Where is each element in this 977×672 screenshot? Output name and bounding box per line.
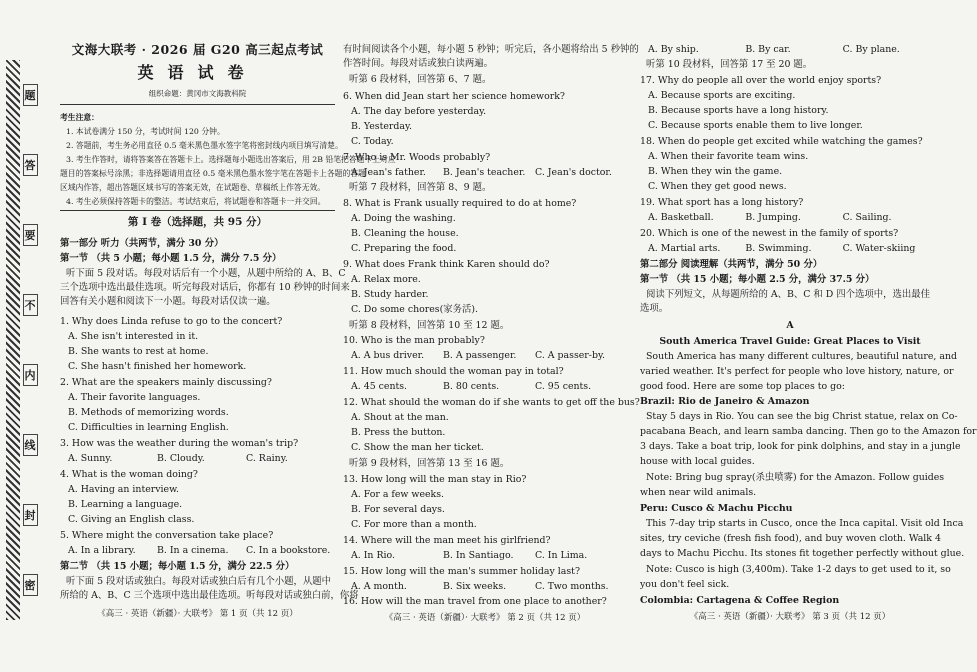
- binding-char: 密: [23, 574, 38, 596]
- page-2: [343, 0, 640, 672]
- passage-line: This 7-day trip starts in Cusco, once the Inca capital. Visit old Inca: [646, 518, 964, 529]
- option: A. Jean's father.: [351, 167, 426, 178]
- option: A. The day before yesterday.: [351, 106, 487, 117]
- passage-line: Note: Cusco is high (3,400m). Take 1-2 days to get used to it, so: [646, 564, 951, 575]
- option: A. When their favorite team wins.: [648, 151, 809, 162]
- directions-line: 所给的 A、B、C 三个选项中选出最佳选项。听每段对话或独白前，你将: [60, 590, 359, 601]
- passage-line: Note: Bring bug spray(杀虫喷雾) for the Amazon. Follow guides: [646, 472, 945, 483]
- segment-direction: 听第 7 段材料，回答第 8、9 题。: [349, 182, 492, 193]
- question-6: 6. When did Jean start her science homework?: [343, 91, 565, 102]
- binding-text: [22, 60, 38, 620]
- option: C. By plane.: [842, 44, 900, 55]
- question-1: 1. Why does Linda refuse to go to the concert?: [60, 316, 283, 327]
- note-line: 题目的答案标号涂黑；非选择题请用直径 0.5 毫米黑色墨水签字笔在答题卡上各题的答题: [60, 169, 366, 178]
- question-12: 12. What should the woman do if she wants to get off the bus?: [343, 397, 640, 408]
- option: B. Because sports have a long history.: [648, 105, 829, 116]
- note-line: 1. 本试卷满分 150 分，考试时间 120 分钟。: [66, 127, 225, 136]
- question-16: 16. How will the man travel from one place to another?: [343, 596, 607, 607]
- option: B. She wants to rest at home.: [68, 346, 209, 357]
- option: A. For a few weeks.: [351, 489, 445, 500]
- directions-line: 阅读下列短文，从每题所给的 A、B、C 和 D 四个选项中，选出最佳: [646, 289, 931, 300]
- binding-char: 答: [23, 154, 38, 176]
- option: A. Because sports are exciting.: [648, 90, 796, 101]
- note-line: 3. 考生作答时，请将答案答在答题卡上。选择题每小题选出答案后，用 2B 铅笔把答题卡上对应: [66, 155, 396, 164]
- option: A. In Rio.: [351, 550, 395, 561]
- question-18: 18. When do people get excited while watching the games?: [640, 136, 923, 147]
- binding-char: 线: [23, 434, 38, 456]
- option: C. Giving an English class.: [68, 514, 195, 525]
- section-heading: 第一部分 听力（共两节，满分 30 分）: [60, 238, 224, 249]
- option-row: [343, 167, 627, 179]
- option: C. For more than a month.: [351, 519, 477, 530]
- directions-line: 听下面 5 段对话或独白。每段对话或独白后有几个小题，从题中: [66, 576, 332, 587]
- binding-char: 内: [23, 364, 38, 386]
- page-3: [640, 0, 977, 672]
- question-15: 15. How long will the man's summer holiday last?: [343, 566, 580, 577]
- option: C. Difficulties in learning English.: [68, 422, 229, 433]
- segment-direction: 听第 9 段材料，回答第 13 至 16 题。: [349, 458, 510, 469]
- option: C. In a bookstore.: [246, 545, 331, 556]
- note-line: 2. 答题前，考生务必用直径 0.5 毫米黑色墨水签字笔将密封线内项目填写清楚。: [66, 141, 343, 150]
- option: B. Methods of memorizing words.: [68, 407, 229, 418]
- note-line: 区域内作答，超出答题区域书写的答案无效，在试题卷、草稿纸上作答无效。: [60, 183, 326, 192]
- option: C. A passer-by.: [535, 350, 605, 361]
- option: A. A bus driver.: [351, 350, 425, 361]
- passage-line: varied weather. It's perfect for people who love history, nature, or: [640, 366, 954, 377]
- question-20: 20. Which is one of the newest in the family of sports?: [640, 228, 899, 239]
- organizer: 组织命题：黄冈市文海教科院: [148, 89, 247, 98]
- passage-subheading: Brazil: Rio de Janeiro & Amazon: [640, 396, 810, 407]
- question-8: 8. What is Frank usually required to do at home?: [343, 198, 577, 209]
- binding-char: 题: [23, 84, 38, 106]
- question-19: 19. What sport has a long history?: [640, 197, 804, 208]
- question-11: 11. How much should the woman pay in total?: [343, 366, 564, 377]
- section-heading: 第二部分 阅读理解（共两节，满分 50 分）: [640, 259, 823, 270]
- option: C. Sailing.: [842, 212, 892, 223]
- option: B. Cloudy.: [157, 453, 205, 464]
- option: A. She isn't interested in it.: [68, 331, 199, 342]
- binding-char: 封: [23, 504, 38, 526]
- option: B. For several days.: [351, 504, 445, 515]
- segment-direction: 听第 8 段材料，回答第 10 至 12 题。: [349, 320, 510, 331]
- passage-line: house with local guides.: [640, 456, 755, 467]
- option: A. By ship.: [648, 44, 699, 55]
- passage-subheading: Peru: Cusco & Machu Picchu: [640, 503, 793, 514]
- option: A. Shout at the man.: [351, 412, 449, 423]
- passage-subheading: Colombia: Cartagena & Coffee Region: [640, 595, 840, 606]
- option: B. A passenger.: [443, 350, 517, 361]
- divider: [60, 210, 335, 211]
- passage-line: Stay 5 days in Rio. You can see the big Christ statue, relax on Co-: [646, 411, 958, 422]
- question-13: 13. How long will the man stay in Rio?: [343, 474, 527, 485]
- question-17: 17. Why do people all over the world enjoy sports?: [640, 75, 882, 86]
- option: C. When they get good news.: [648, 181, 787, 192]
- question-3: 3. How was the weather during the woman's trip?: [60, 438, 299, 449]
- option: B. Six weeks.: [443, 581, 507, 592]
- option-row: [60, 453, 335, 465]
- option: A. A month.: [351, 581, 407, 592]
- passage-line: you don't feel sick.: [640, 579, 730, 590]
- binding-margin: [6, 60, 40, 620]
- passage-title: South America Travel Guide: Great Places to Visit: [659, 336, 921, 347]
- page-footer: 《高三 · 英语（新疆）· 大联考》 第 3 页（共 12 页）: [689, 612, 891, 622]
- page-footer: 《高三 · 英语（新疆）· 大联考》 第 2 页（共 12 页）: [384, 613, 586, 623]
- segment-direction: 听第 6 段材料，回答第 6、7 题。: [349, 74, 492, 85]
- option: A. 45 cents.: [351, 381, 408, 392]
- option-row: [343, 581, 627, 593]
- option: B. By car.: [745, 44, 791, 55]
- page-footer: 《高三 · 英语（新疆）· 大联考》 第 1 页（共 12 页）: [97, 609, 298, 619]
- option: C. Jean's doctor.: [535, 167, 612, 178]
- option: C. In Lima.: [535, 550, 588, 561]
- option-row: [343, 550, 627, 562]
- option: A. Relax more.: [351, 274, 421, 285]
- option-row: [640, 243, 940, 255]
- part-heading: 第 Ⅰ 卷（选择题，共 95 分）: [127, 216, 268, 228]
- option-row: [640, 44, 940, 56]
- option: B. Yesterday.: [351, 121, 412, 132]
- option: C. Because sports enable them to live longer.: [648, 120, 863, 131]
- option: B. Cleaning the house.: [351, 228, 459, 239]
- passage-line: sites, try ceviche (fresh fish food), and buy woven cloth. Walk 4: [640, 533, 941, 544]
- option: C. Water-skiing: [842, 243, 916, 254]
- option: C. She hasn't finished her homework.: [68, 361, 247, 372]
- passage-line: South America has many different cultures, beautiful nature, and: [646, 351, 958, 362]
- option: A. Having an interview.: [68, 484, 179, 495]
- option: B. Swimming.: [745, 243, 812, 254]
- subsection-heading: 第一节 （共 15 小题；每小题 2.5 分，满分 37.5 分）: [640, 274, 875, 285]
- question-2: 2. What are the speakers mainly discussing?: [60, 377, 272, 388]
- option: B. Jean's teacher.: [443, 167, 526, 178]
- option: A. Martial arts.: [648, 243, 721, 254]
- option: C. Rainy.: [246, 453, 288, 464]
- directions-line: 作答时间。每段对话或独白读两遍。: [343, 58, 494, 69]
- option: B. Jumping.: [745, 212, 801, 223]
- binding-char: 不: [23, 294, 38, 316]
- directions-line: 有时间阅读各个小题，每小题 5 秒钟；听完后，各小题将给出 5 秒钟的: [343, 44, 639, 55]
- question-9: 9. What does Frank think Karen should do?: [343, 259, 550, 270]
- divider: [60, 104, 335, 105]
- question-4: 4. What is the woman doing?: [60, 469, 198, 480]
- subject-title: 英语试卷: [137, 63, 258, 82]
- option: B. Study harder.: [351, 289, 429, 300]
- option: B. 80 cents.: [443, 381, 500, 392]
- binding-stripe: [6, 60, 20, 620]
- option: C. 95 cents.: [535, 381, 592, 392]
- option: C. Preparing the food.: [351, 243, 457, 254]
- option: C. Today.: [351, 136, 394, 147]
- subsection-heading: 第一节 （共 5 小题；每小题 1.5 分，满分 7.5 分）: [60, 253, 282, 264]
- option-row: [60, 545, 335, 557]
- option-row: [640, 212, 940, 224]
- option-row: [343, 350, 627, 362]
- option: A. Sunny.: [68, 453, 113, 464]
- option: C. Two months.: [535, 581, 609, 592]
- option: B. In Santiago.: [443, 550, 514, 561]
- question-14: 14. Where will the man meet his girlfriend?: [343, 535, 551, 546]
- passage-line: good food. Here are some top places to go:: [640, 381, 845, 392]
- option: C. Show the man her ticket.: [351, 442, 484, 453]
- question-5: 5. Where might the conversation take place?: [60, 530, 274, 541]
- subsection-heading: 第二节 （共 15 小题；每小题 1.5 分，满分 22.5 分）: [60, 561, 295, 572]
- passage-label: A: [786, 320, 794, 331]
- question-10: 10. Who is the man probably?: [343, 335, 485, 346]
- notes-title: 考生注意：: [60, 113, 99, 122]
- option: B. In a cinema.: [157, 545, 229, 556]
- option: A. Doing the washing.: [351, 213, 456, 224]
- passage-line: when near wild animals.: [640, 487, 757, 498]
- option: B. Press the button.: [351, 427, 446, 438]
- option: B. Learning a language.: [68, 499, 183, 510]
- passage-line: days to Machu Picchu. Its stones fit together perfectly without glue.: [640, 548, 965, 559]
- question-7: 7. Who is Mr. Woods probably?: [343, 152, 491, 163]
- directions-line: 三个选项中选出最佳选项。听完每段对话后，你都有 10 秒钟的时间来: [60, 282, 350, 293]
- option: A. In a library.: [68, 545, 136, 556]
- option-row: [343, 381, 627, 393]
- passage-line: pacabana Beach, and learn samba dancing. Then go to the Amazon for: [640, 426, 977, 437]
- option: A. Basketball.: [648, 212, 714, 223]
- passage-line: 3 days. Take a boat trip, look for pink dolphins, and stay in a jungle: [640, 441, 961, 452]
- note-line: 4. 考生必须保持答题卡的整洁。考试结束后，将试题卷和答题卡一并交回。: [66, 197, 326, 206]
- directions-line: 选项。: [640, 303, 669, 314]
- segment-direction: 听第 10 段材料，回答第 17 至 20 题。: [646, 59, 813, 70]
- binding-char: 要: [23, 224, 38, 246]
- directions-line: 听下面 5 段对话。每段对话后有一个小题，从题中所给的 A、B、C: [66, 268, 346, 279]
- directions-line: 回答有关小题和阅读下一小题。每段对话仅读一遍。: [60, 296, 276, 307]
- exam-title: 文海大联考 · 2026 届 G20 高三起点考试: [71, 42, 324, 57]
- option: A. Their favorite languages.: [68, 392, 201, 403]
- option: B. When they win the game.: [648, 166, 783, 177]
- option: C. Do some chores(家务活).: [351, 304, 479, 315]
